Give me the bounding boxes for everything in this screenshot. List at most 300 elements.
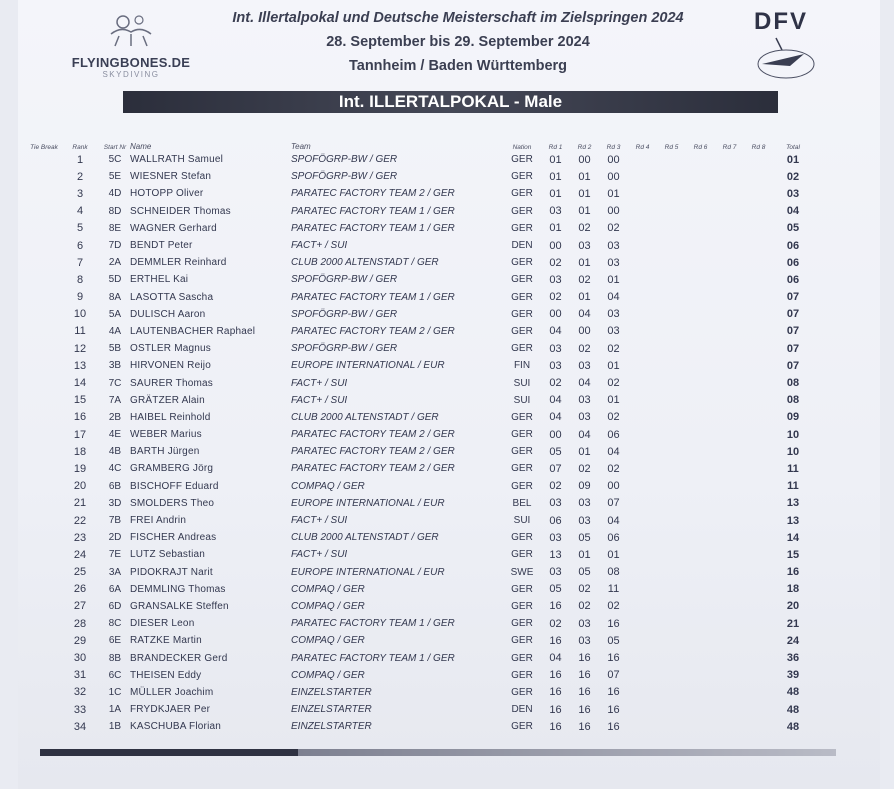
rank-cell: 6	[76, 239, 84, 252]
tie-break-cell	[28, 701, 60, 718]
event-header	[208, 8, 708, 74]
tie-break-cell	[28, 306, 60, 323]
rd1-cell: 16	[549, 669, 562, 682]
col-rd3: Rd 3	[606, 144, 621, 151]
total-cell: 07	[786, 308, 800, 321]
rd7-cell	[715, 409, 744, 426]
col-team: Team	[291, 142, 311, 151]
rd5-cell	[657, 581, 686, 598]
start-nr-cell: 4D	[108, 188, 122, 200]
table-row	[28, 237, 813, 254]
rd2-cell: 01	[578, 205, 591, 218]
rd2-cell: 03	[578, 497, 591, 510]
rd2-cell: 02	[578, 583, 591, 596]
start-nr-cell: 4B	[108, 446, 122, 458]
total-cell: 24	[786, 634, 800, 647]
rd4-cell	[628, 220, 657, 237]
rank-cell: 13	[73, 359, 87, 372]
rd7-cell	[715, 357, 744, 374]
table-row	[28, 151, 813, 168]
table-row	[28, 340, 813, 357]
results-sheet	[18, 0, 880, 789]
rd3-cell: 01	[607, 548, 620, 561]
rd6-cell	[686, 374, 715, 391]
rd1-cell: 02	[549, 617, 562, 630]
rd5-cell	[657, 684, 686, 701]
name-cell: DEMMLER Reinhard	[130, 257, 227, 269]
nation-cell: FIN	[513, 360, 531, 372]
rd7-cell	[715, 684, 744, 701]
total-cell: 36	[786, 652, 800, 665]
rd4-cell	[628, 598, 657, 615]
nation-cell: SWE	[510, 566, 534, 578]
rd1-cell: 03	[549, 531, 562, 544]
rd4-cell	[628, 340, 657, 357]
rd7-cell	[715, 615, 744, 632]
rd1-cell: 06	[549, 514, 562, 527]
rd1-cell: 16	[549, 703, 562, 716]
rd5-cell	[657, 495, 686, 512]
rd8-cell	[744, 374, 773, 391]
total-cell: 07	[786, 359, 800, 372]
rd8-cell	[744, 564, 773, 581]
nation-cell: GER	[511, 446, 533, 458]
nation-cell: GER	[511, 652, 533, 664]
nation-cell: GER	[511, 480, 533, 492]
total-cell: 39	[786, 669, 800, 682]
rd7-cell	[715, 443, 744, 460]
team-cell: SPOFÖGRP-BW / GER	[291, 171, 398, 183]
total-cell: 10	[786, 428, 800, 441]
rd4-cell	[628, 271, 657, 288]
tie-break-cell	[28, 357, 60, 374]
total-cell: 02	[786, 170, 800, 183]
rd8-cell	[744, 529, 773, 546]
rd6-cell	[686, 718, 715, 735]
rd1-cell: 02	[549, 256, 562, 269]
rd1-cell: 04	[549, 325, 562, 338]
table-row	[28, 254, 813, 271]
name-cell: OSTLER Magnus	[130, 343, 211, 355]
team-cell: COMPAQ / GER	[291, 635, 365, 647]
tie-break-cell	[28, 598, 60, 615]
start-nr-cell: 6B	[108, 480, 122, 492]
rd5-cell	[657, 529, 686, 546]
rd5-cell	[657, 546, 686, 563]
rd4-cell	[628, 237, 657, 254]
name-cell: WIESNER Stefan	[130, 171, 212, 183]
rd2-cell: 16	[578, 669, 591, 682]
rd2-cell: 09	[578, 480, 591, 493]
results-body	[28, 151, 813, 735]
team-cell: FACT+ / SUI	[291, 394, 348, 406]
rd8-cell	[744, 168, 773, 185]
rd1-cell: 04	[549, 411, 562, 424]
rank-cell: 1	[76, 153, 84, 166]
rd7-cell	[715, 512, 744, 529]
tie-break-cell	[28, 168, 60, 185]
tie-break-cell	[28, 632, 60, 649]
rd3-cell: 06	[607, 531, 620, 544]
nation-cell: GER	[511, 205, 533, 217]
rd5-cell	[657, 374, 686, 391]
total-cell: 48	[786, 703, 800, 716]
rd4-cell	[628, 512, 657, 529]
total-cell: 15	[786, 548, 800, 561]
start-nr-cell: 7C	[108, 377, 122, 389]
total-cell: 13	[786, 514, 800, 527]
rank-cell: 9	[76, 291, 84, 304]
rd5-cell	[657, 649, 686, 666]
rd2-cell: 16	[578, 686, 591, 699]
table-row	[28, 426, 813, 443]
rd4-cell	[628, 168, 657, 185]
rd8-cell	[744, 254, 773, 271]
rd8-cell	[744, 546, 773, 563]
rd7-cell	[715, 598, 744, 615]
rank-cell: 7	[76, 256, 84, 269]
table-row	[28, 598, 813, 615]
rd5-cell	[657, 289, 686, 306]
rd7-cell	[715, 426, 744, 443]
rd8-cell	[744, 478, 773, 495]
rd6-cell	[686, 460, 715, 477]
nation-cell: GER	[511, 257, 533, 269]
rd8-cell	[744, 581, 773, 598]
rd2-cell: 02	[578, 342, 591, 355]
rd3-cell: 03	[607, 239, 620, 252]
tie-break-cell	[28, 718, 60, 735]
rd6-cell	[686, 684, 715, 701]
rd4-cell	[628, 615, 657, 632]
table-row	[28, 185, 813, 202]
rd4-cell	[628, 443, 657, 460]
rd1-cell: 02	[549, 291, 562, 304]
rd1-cell: 00	[549, 308, 562, 321]
total-cell: 07	[786, 291, 800, 304]
total-cell: 48	[786, 686, 800, 699]
nation-cell: GER	[511, 618, 533, 630]
dfv-logo-text: DFV	[754, 8, 808, 35]
team-cell: SPOFÖGRP-BW / GER	[291, 154, 398, 166]
rank-cell: 33	[73, 703, 87, 716]
rd4-cell	[628, 564, 657, 581]
footer-bar	[40, 749, 836, 756]
logo-sub-text: SKYDIVING	[102, 70, 160, 79]
team-cell: FACT+ / SUI	[291, 240, 348, 252]
rd3-cell: 11	[607, 583, 620, 596]
nation-cell: GER	[511, 463, 533, 475]
total-cell: 11	[787, 462, 799, 475]
name-cell: LASOTTA Sascha	[130, 291, 214, 303]
rd6-cell	[686, 203, 715, 220]
tie-break-cell	[28, 254, 60, 271]
rd5-cell	[657, 409, 686, 426]
rd7-cell	[715, 478, 744, 495]
nation-cell: GER	[511, 669, 533, 681]
rd3-cell: 02	[607, 411, 620, 424]
rd3-cell: 00	[607, 205, 620, 218]
total-cell: 13	[786, 497, 800, 510]
tie-break-cell	[28, 151, 60, 168]
rd7-cell	[715, 340, 744, 357]
table-row	[28, 271, 813, 288]
rd1-cell: 01	[549, 170, 562, 183]
nation-cell: GER	[511, 635, 533, 647]
rd1-cell: 03	[549, 566, 562, 579]
col-rd5: Rd 5	[664, 144, 679, 151]
name-cell: WAGNER Gerhard	[130, 222, 217, 234]
start-nr-cell: 3B	[108, 360, 122, 372]
rd4-cell	[628, 306, 657, 323]
nation-cell: GER	[511, 274, 533, 286]
rd2-cell: 01	[578, 548, 591, 561]
rd4-cell	[628, 289, 657, 306]
start-nr-cell: 7D	[108, 240, 122, 252]
rd3-cell: 04	[607, 514, 620, 527]
team-cell: CLUB 2000 ALTENSTADT / GER	[291, 411, 439, 423]
nation-cell: GER	[511, 600, 533, 612]
table-row	[28, 564, 813, 581]
rd3-cell: 02	[607, 462, 620, 475]
total-cell: 14	[786, 531, 800, 544]
rd4-cell	[628, 632, 657, 649]
rd6-cell	[686, 495, 715, 512]
total-cell: 06	[786, 273, 800, 286]
team-cell: SPOFÖGRP-BW / GER	[291, 308, 398, 320]
team-cell: EUROPE INTERNATIONAL / EUR	[291, 497, 445, 509]
rd6-cell	[686, 306, 715, 323]
rd1-cell: 03	[549, 342, 562, 355]
start-nr-cell: 3A	[108, 566, 122, 578]
name-cell: WALLRATH Samuel	[130, 154, 224, 166]
total-cell: 10	[786, 445, 800, 458]
start-nr-cell: 3D	[108, 497, 122, 509]
tie-break-cell	[28, 649, 60, 666]
rank-cell: 20	[73, 480, 87, 493]
rank-cell: 23	[73, 531, 87, 544]
table-row	[28, 323, 813, 340]
nation-cell: GER	[511, 308, 533, 320]
table-row	[28, 667, 813, 684]
table-row	[28, 478, 813, 495]
rd5-cell	[657, 426, 686, 443]
total-cell: 16	[786, 566, 800, 579]
team-cell: CLUB 2000 ALTENSTADT / GER	[291, 532, 439, 544]
rd1-cell: 02	[549, 480, 562, 493]
rd6-cell	[686, 443, 715, 460]
rd7-cell	[715, 237, 744, 254]
name-cell: FRYDKJAER Per	[130, 704, 211, 716]
rd6-cell	[686, 632, 715, 649]
rd2-cell: 01	[578, 256, 591, 269]
table-header-row	[28, 131, 813, 151]
nation-cell: GER	[511, 429, 533, 441]
col-total: Total	[786, 144, 800, 151]
rd6-cell	[686, 546, 715, 563]
team-cell: COMPAQ / GER	[291, 480, 365, 492]
nation-cell: BEL	[512, 497, 532, 509]
rd6-cell	[686, 185, 715, 202]
rd8-cell	[744, 203, 773, 220]
rd8-cell	[744, 495, 773, 512]
rank-cell: 16	[73, 411, 87, 424]
rd7-cell	[715, 529, 744, 546]
rd2-cell: 00	[578, 153, 591, 166]
rd1-cell: 16	[549, 686, 562, 699]
total-cell: 11	[787, 480, 799, 493]
nation-cell: DEN	[511, 240, 533, 252]
table-row	[28, 374, 813, 391]
rank-cell: 8	[76, 273, 84, 286]
rd7-cell	[715, 323, 744, 340]
rd1-cell: 16	[549, 634, 562, 647]
col-rd7: Rd 7	[722, 144, 737, 151]
rd1-cell: 13	[549, 548, 562, 561]
total-cell: 01	[786, 153, 800, 166]
name-cell: BENDT Peter	[130, 240, 193, 252]
rd6-cell	[686, 581, 715, 598]
logo-brand-text: FLYINGBONES.DE	[71, 55, 191, 70]
nation-cell: GER	[511, 532, 533, 544]
rd6-cell	[686, 340, 715, 357]
rd8-cell	[744, 340, 773, 357]
rd5-cell	[657, 151, 686, 168]
rd2-cell: 16	[578, 703, 591, 716]
start-nr-cell: 2A	[108, 257, 122, 269]
table-row	[28, 615, 813, 632]
name-cell: RATZKE Martin	[130, 635, 202, 647]
start-nr-cell: 4E	[108, 429, 122, 441]
total-cell: 06	[786, 239, 800, 252]
rank-cell: 5	[76, 222, 84, 235]
rd5-cell	[657, 306, 686, 323]
col-rd4: Rd 4	[635, 144, 650, 151]
rd3-cell: 05	[607, 634, 620, 647]
name-cell: HOTOPP Oliver	[130, 188, 204, 200]
rd8-cell	[744, 426, 773, 443]
nation-cell: GER	[511, 325, 533, 337]
team-cell: PARATEC FACTORY TEAM 1 / GER	[291, 618, 455, 630]
rd8-cell	[744, 271, 773, 288]
start-nr-cell: 4C	[108, 463, 122, 475]
rd5-cell	[657, 220, 686, 237]
total-cell: 07	[786, 342, 800, 355]
rd2-cell: 02	[578, 462, 591, 475]
rd8-cell	[744, 718, 773, 735]
rd7-cell	[715, 460, 744, 477]
rank-cell: 19	[73, 462, 87, 475]
rd8-cell	[744, 357, 773, 374]
table-row	[28, 649, 813, 666]
rd8-cell	[744, 632, 773, 649]
event-title: Int. Illertalpokal und Deutsche Meisterschaft im Zielspringen 2024	[232, 10, 684, 26]
event-location: Tannheim / Baden Württemberg	[348, 58, 568, 74]
table-row	[28, 684, 813, 701]
rd2-cell: 02	[578, 600, 591, 613]
rd4-cell	[628, 649, 657, 666]
rd2-cell: 04	[578, 377, 591, 390]
flyingbones-logo	[66, 12, 196, 79]
rd2-cell: 01	[578, 445, 591, 458]
team-cell: FACT+ / SUI	[291, 377, 348, 389]
total-cell: 06	[786, 256, 800, 269]
col-rank: Rank	[72, 144, 88, 151]
tie-break-cell	[28, 495, 60, 512]
rd6-cell	[686, 598, 715, 615]
rd6-cell	[686, 289, 715, 306]
rd7-cell	[715, 151, 744, 168]
rd4-cell	[628, 478, 657, 495]
name-cell: DULISCH Aaron	[130, 308, 206, 320]
start-nr-cell: 2D	[108, 532, 122, 544]
rd3-cell: 01	[607, 394, 620, 407]
total-cell: 08	[786, 394, 800, 407]
rd4-cell	[628, 392, 657, 409]
rd8-cell	[744, 392, 773, 409]
rank-cell: 17	[73, 428, 87, 441]
rd7-cell	[715, 374, 744, 391]
rd8-cell	[744, 323, 773, 340]
col-nation: Nation	[512, 144, 532, 151]
rd3-cell: 04	[607, 291, 620, 304]
rank-cell: 26	[73, 583, 87, 596]
rd4-cell	[628, 374, 657, 391]
team-cell: SPOFÖGRP-BW / GER	[291, 274, 398, 286]
rd8-cell	[744, 460, 773, 477]
rd5-cell	[657, 340, 686, 357]
table-row	[28, 168, 813, 185]
table-row	[28, 718, 813, 735]
rank-cell: 27	[73, 600, 87, 613]
start-nr-cell: 2B	[108, 411, 122, 423]
tie-break-cell	[28, 340, 60, 357]
tie-break-cell	[28, 237, 60, 254]
rd5-cell	[657, 598, 686, 615]
table-row	[28, 581, 813, 598]
rd4-cell	[628, 581, 657, 598]
rd3-cell: 02	[607, 222, 620, 235]
rd3-cell: 02	[607, 342, 620, 355]
name-cell: BRANDECKER Gerd	[130, 652, 228, 664]
start-nr-cell: 6E	[108, 635, 122, 647]
team-cell: PARATEC FACTORY TEAM 1 / GER	[291, 222, 455, 234]
rd2-cell: 02	[578, 222, 591, 235]
team-cell: PARATEC FACTORY TEAM 2 / GER	[291, 325, 455, 337]
table-row	[28, 529, 813, 546]
start-nr-cell: 5D	[108, 274, 122, 286]
rd3-cell: 02	[607, 377, 620, 390]
table-row	[28, 306, 813, 323]
rd4-cell	[628, 529, 657, 546]
rd1-cell: 16	[549, 720, 562, 733]
name-cell: KASCHUBA Florian	[130, 721, 222, 733]
col-rd2: Rd 2	[577, 144, 592, 151]
name-cell: DIESER Leon	[130, 618, 195, 630]
tie-break-cell	[28, 185, 60, 202]
rd2-cell: 03	[578, 514, 591, 527]
rd8-cell	[744, 409, 773, 426]
table-row	[28, 203, 813, 220]
name-cell: HAIBEL Reinhold	[130, 411, 211, 423]
total-cell: 07	[786, 325, 800, 338]
col-rd1: Rd 1	[548, 144, 563, 151]
team-cell: EINZELSTARTER	[291, 686, 372, 698]
rd6-cell	[686, 426, 715, 443]
name-cell: GRAMBERG Jörg	[130, 463, 214, 475]
rd8-cell	[744, 667, 773, 684]
rd7-cell	[715, 168, 744, 185]
